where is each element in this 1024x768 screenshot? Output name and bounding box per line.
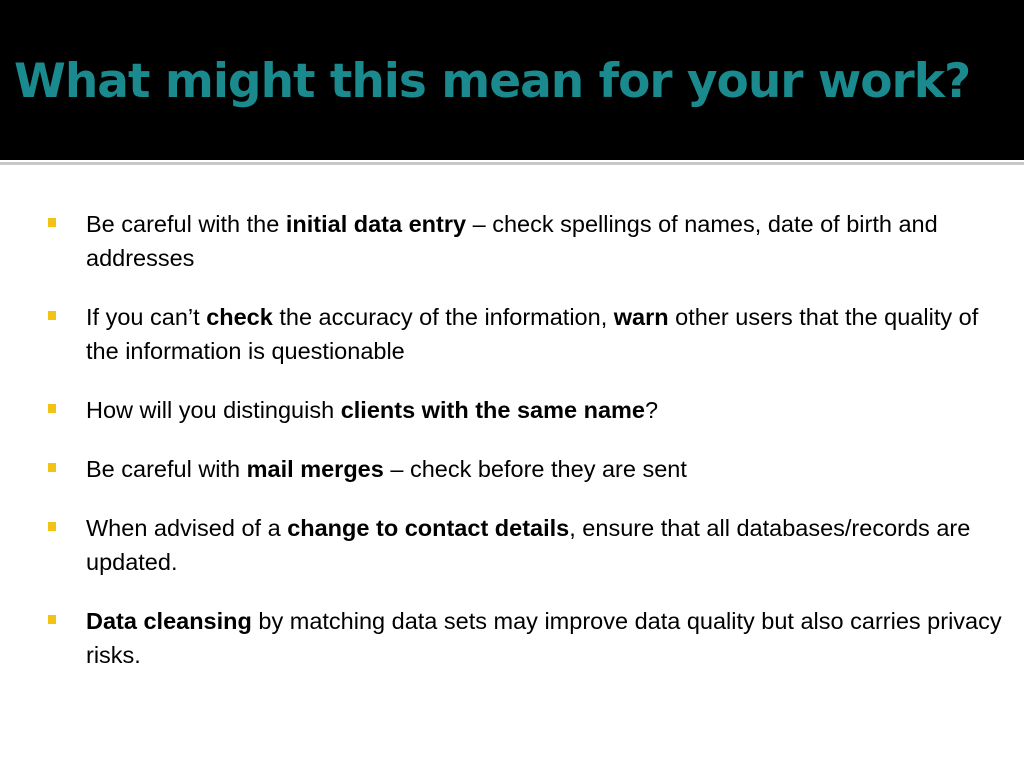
bullet-text: – check spellings of names, date of birth and addresses xyxy=(86,211,938,271)
bullet-list xyxy=(48,207,1008,697)
bullet-text: , ensure that all databases/records are updated. xyxy=(86,515,971,575)
bullet-text: – check before they are sent xyxy=(383,456,687,482)
bullet-emphasis: mail merges xyxy=(246,456,384,482)
square-bullet-icon xyxy=(48,463,56,472)
bullet-item xyxy=(48,300,1008,368)
bullet-emphasis: initial data entry xyxy=(285,211,467,237)
bullet-text: How will you distinguish xyxy=(86,397,341,423)
bullet-text: other users that the quality of the information is questionable xyxy=(86,304,979,364)
square-bullet-icon xyxy=(48,218,56,227)
slide-title: What might this mean for your work? xyxy=(14,54,971,109)
bullet-item xyxy=(48,452,1008,486)
bullet-emphasis: warn xyxy=(613,304,669,330)
bullet-text: the accuracy of the information, xyxy=(272,304,614,330)
title-divider xyxy=(0,162,1024,165)
bullet-text: Be careful with the xyxy=(86,211,286,237)
square-bullet-icon xyxy=(48,311,56,320)
bullet-text: by matching data sets may improve data quality but also carries privacy risks. xyxy=(86,608,1002,668)
bullet-text: ? xyxy=(645,397,659,423)
bullet-emphasis: Data cleansing xyxy=(86,608,252,634)
bullet-emphasis: clients with the same name xyxy=(340,397,645,423)
bullet-text: If you can’t xyxy=(86,304,207,330)
bullet-item xyxy=(48,604,1008,672)
square-bullet-icon xyxy=(48,615,56,624)
square-bullet-icon xyxy=(48,404,56,413)
bullet-item xyxy=(48,393,1008,427)
bullet-emphasis: change to contact details xyxy=(287,515,570,541)
bullet-text: Be careful with xyxy=(86,456,247,482)
bullet-emphasis: check xyxy=(206,304,273,330)
bullet-item xyxy=(48,511,1008,579)
bullet-item xyxy=(48,207,1008,275)
square-bullet-icon xyxy=(48,522,56,531)
bullet-text: When advised of a xyxy=(86,515,288,541)
